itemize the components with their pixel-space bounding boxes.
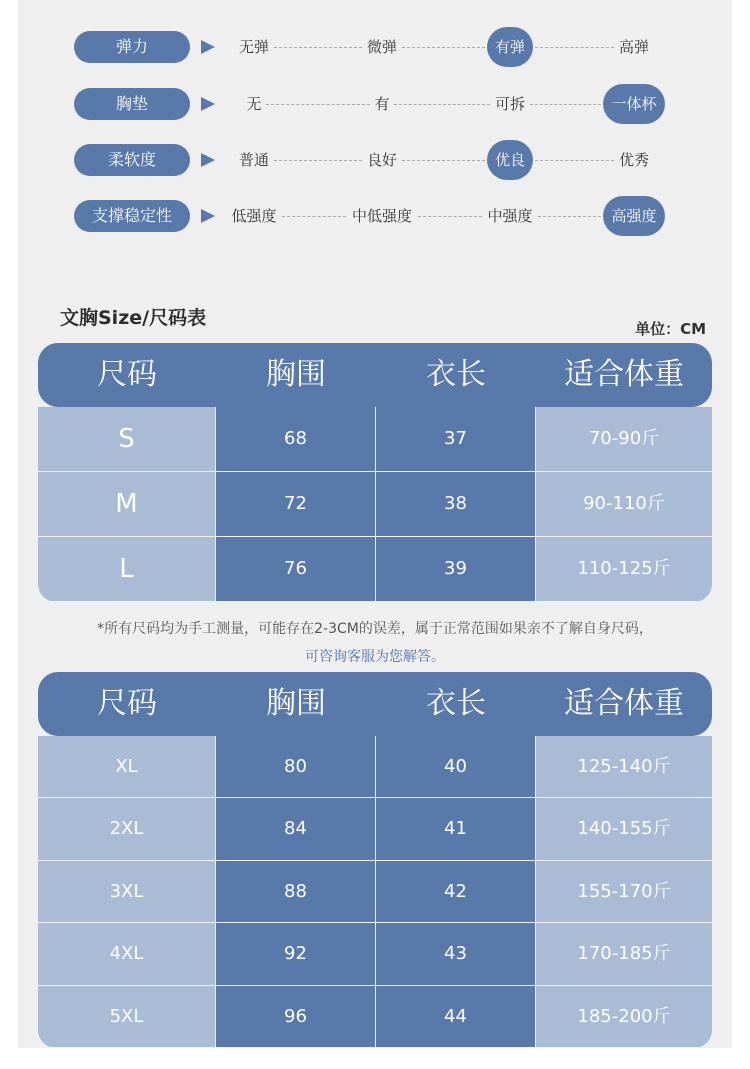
table-body — [38, 736, 712, 1048]
attribute-level-selected: 优良 — [487, 140, 533, 180]
length-cell: 38 — [376, 472, 535, 536]
weight-cell: 125-140斤 — [536, 736, 712, 797]
attribute-level: 普通 — [238, 151, 270, 169]
attribute-level: 有 — [374, 95, 390, 113]
dashed-connector — [535, 47, 614, 48]
bust-cell: 92 — [216, 923, 375, 984]
length-cell: 37 — [376, 407, 535, 471]
attribute-level: 优秀 — [618, 151, 650, 169]
bust-cell: 76 — [216, 537, 375, 601]
attribute-level: 无弹 — [238, 38, 270, 56]
length-cell: 43 — [376, 923, 535, 984]
size-cell: XL — [38, 736, 215, 797]
attribute-row — [0, 27, 750, 67]
size-cell: L — [38, 537, 215, 601]
size-cell: M — [38, 472, 215, 536]
length-cell: 41 — [376, 798, 535, 859]
dashed-connector — [418, 216, 482, 217]
attribute-level: 中低强度 — [351, 207, 413, 225]
header-length: 衣长 — [426, 357, 486, 392]
table-body — [38, 407, 712, 602]
size-cell: S — [38, 407, 215, 471]
dashed-connector — [394, 104, 490, 105]
bust-cell: 88 — [216, 861, 375, 922]
size-cell: 2XL — [38, 798, 215, 859]
bust-cell: 84 — [216, 798, 375, 859]
size-cell: 4XL — [38, 923, 215, 984]
header-weight: 适合体重 — [564, 686, 684, 721]
table-header — [38, 672, 712, 736]
dashed-connector — [402, 160, 485, 161]
header-size: 尺码 — [97, 357, 157, 392]
header-bust: 胸围 — [266, 686, 326, 721]
header-bust: 胸围 — [266, 357, 326, 392]
dashed-connector — [282, 216, 346, 217]
weight-cell: 110-125斤 — [536, 537, 712, 601]
attribute-level: 微弹 — [366, 38, 398, 56]
size-cell: 3XL — [38, 861, 215, 922]
dashed-connector — [402, 47, 485, 48]
size-table-bottom — [38, 672, 712, 1048]
attribute-level: 高弹 — [618, 38, 650, 56]
dashed-connector — [530, 104, 601, 105]
attribute-label-pill: 柔软度 — [74, 144, 190, 176]
bust-cell: 96 — [216, 986, 375, 1047]
arrow-right-icon — [201, 97, 215, 111]
attribute-row — [0, 140, 750, 180]
attribute-row — [0, 84, 750, 124]
dashed-connector — [274, 160, 362, 161]
attribute-level: 良好 — [366, 151, 398, 169]
weight-cell: 140-155斤 — [536, 798, 712, 859]
dashed-connector — [266, 104, 370, 105]
arrow-right-icon — [201, 209, 215, 223]
attribute-level: 低强度 — [231, 207, 277, 225]
header-weight: 适合体重 — [564, 357, 684, 392]
arrow-right-icon — [201, 40, 215, 54]
size-table-title: 文胸Size/尺码表 — [60, 307, 207, 329]
unit-label: 单位：CM — [635, 320, 706, 338]
attribute-row — [0, 196, 750, 236]
size-cell: 5XL — [38, 986, 215, 1047]
size-table-top — [38, 343, 712, 602]
weight-cell: 170-185斤 — [536, 923, 712, 984]
size-note: *所有尺码均为手工测量，可能存在2-3CM的误差，属于正常范围如果亲不了解自身尺码， — [97, 621, 653, 637]
bust-cell: 72 — [216, 472, 375, 536]
length-cell: 42 — [376, 861, 535, 922]
table-header — [38, 343, 712, 407]
attribute-level: 无 — [246, 95, 262, 113]
attribute-level-selected: 有弹 — [487, 27, 533, 67]
attribute-label-pill: 支撑稳定性 — [74, 200, 190, 232]
weight-cell: 155-170斤 — [536, 861, 712, 922]
weight-cell: 185-200斤 — [536, 986, 712, 1047]
bust-cell: 68 — [216, 407, 375, 471]
attribute-level-selected: 高强度 — [603, 196, 665, 236]
length-cell: 44 — [376, 986, 535, 1047]
attribute-label-pill: 胸垫 — [74, 88, 190, 120]
header-length: 衣长 — [426, 686, 486, 721]
header-size: 尺码 — [97, 686, 157, 721]
bust-cell: 80 — [216, 736, 375, 797]
attribute-level-selected: 一体杯 — [603, 84, 665, 124]
attribute-level: 可拆 — [494, 95, 526, 113]
length-cell: 39 — [376, 537, 535, 601]
weight-cell: 70-90斤 — [536, 407, 712, 471]
attribute-level: 中强度 — [487, 207, 533, 225]
dashed-connector — [274, 47, 362, 48]
length-cell: 40 — [376, 736, 535, 797]
size-note-contact: 可咨询客服为您解答。 — [305, 649, 445, 665]
arrow-right-icon — [201, 153, 215, 167]
weight-cell: 90-110斤 — [536, 472, 712, 536]
dashed-connector — [535, 160, 614, 161]
attribute-label-pill: 弹力 — [74, 31, 190, 63]
dashed-connector — [538, 216, 601, 217]
